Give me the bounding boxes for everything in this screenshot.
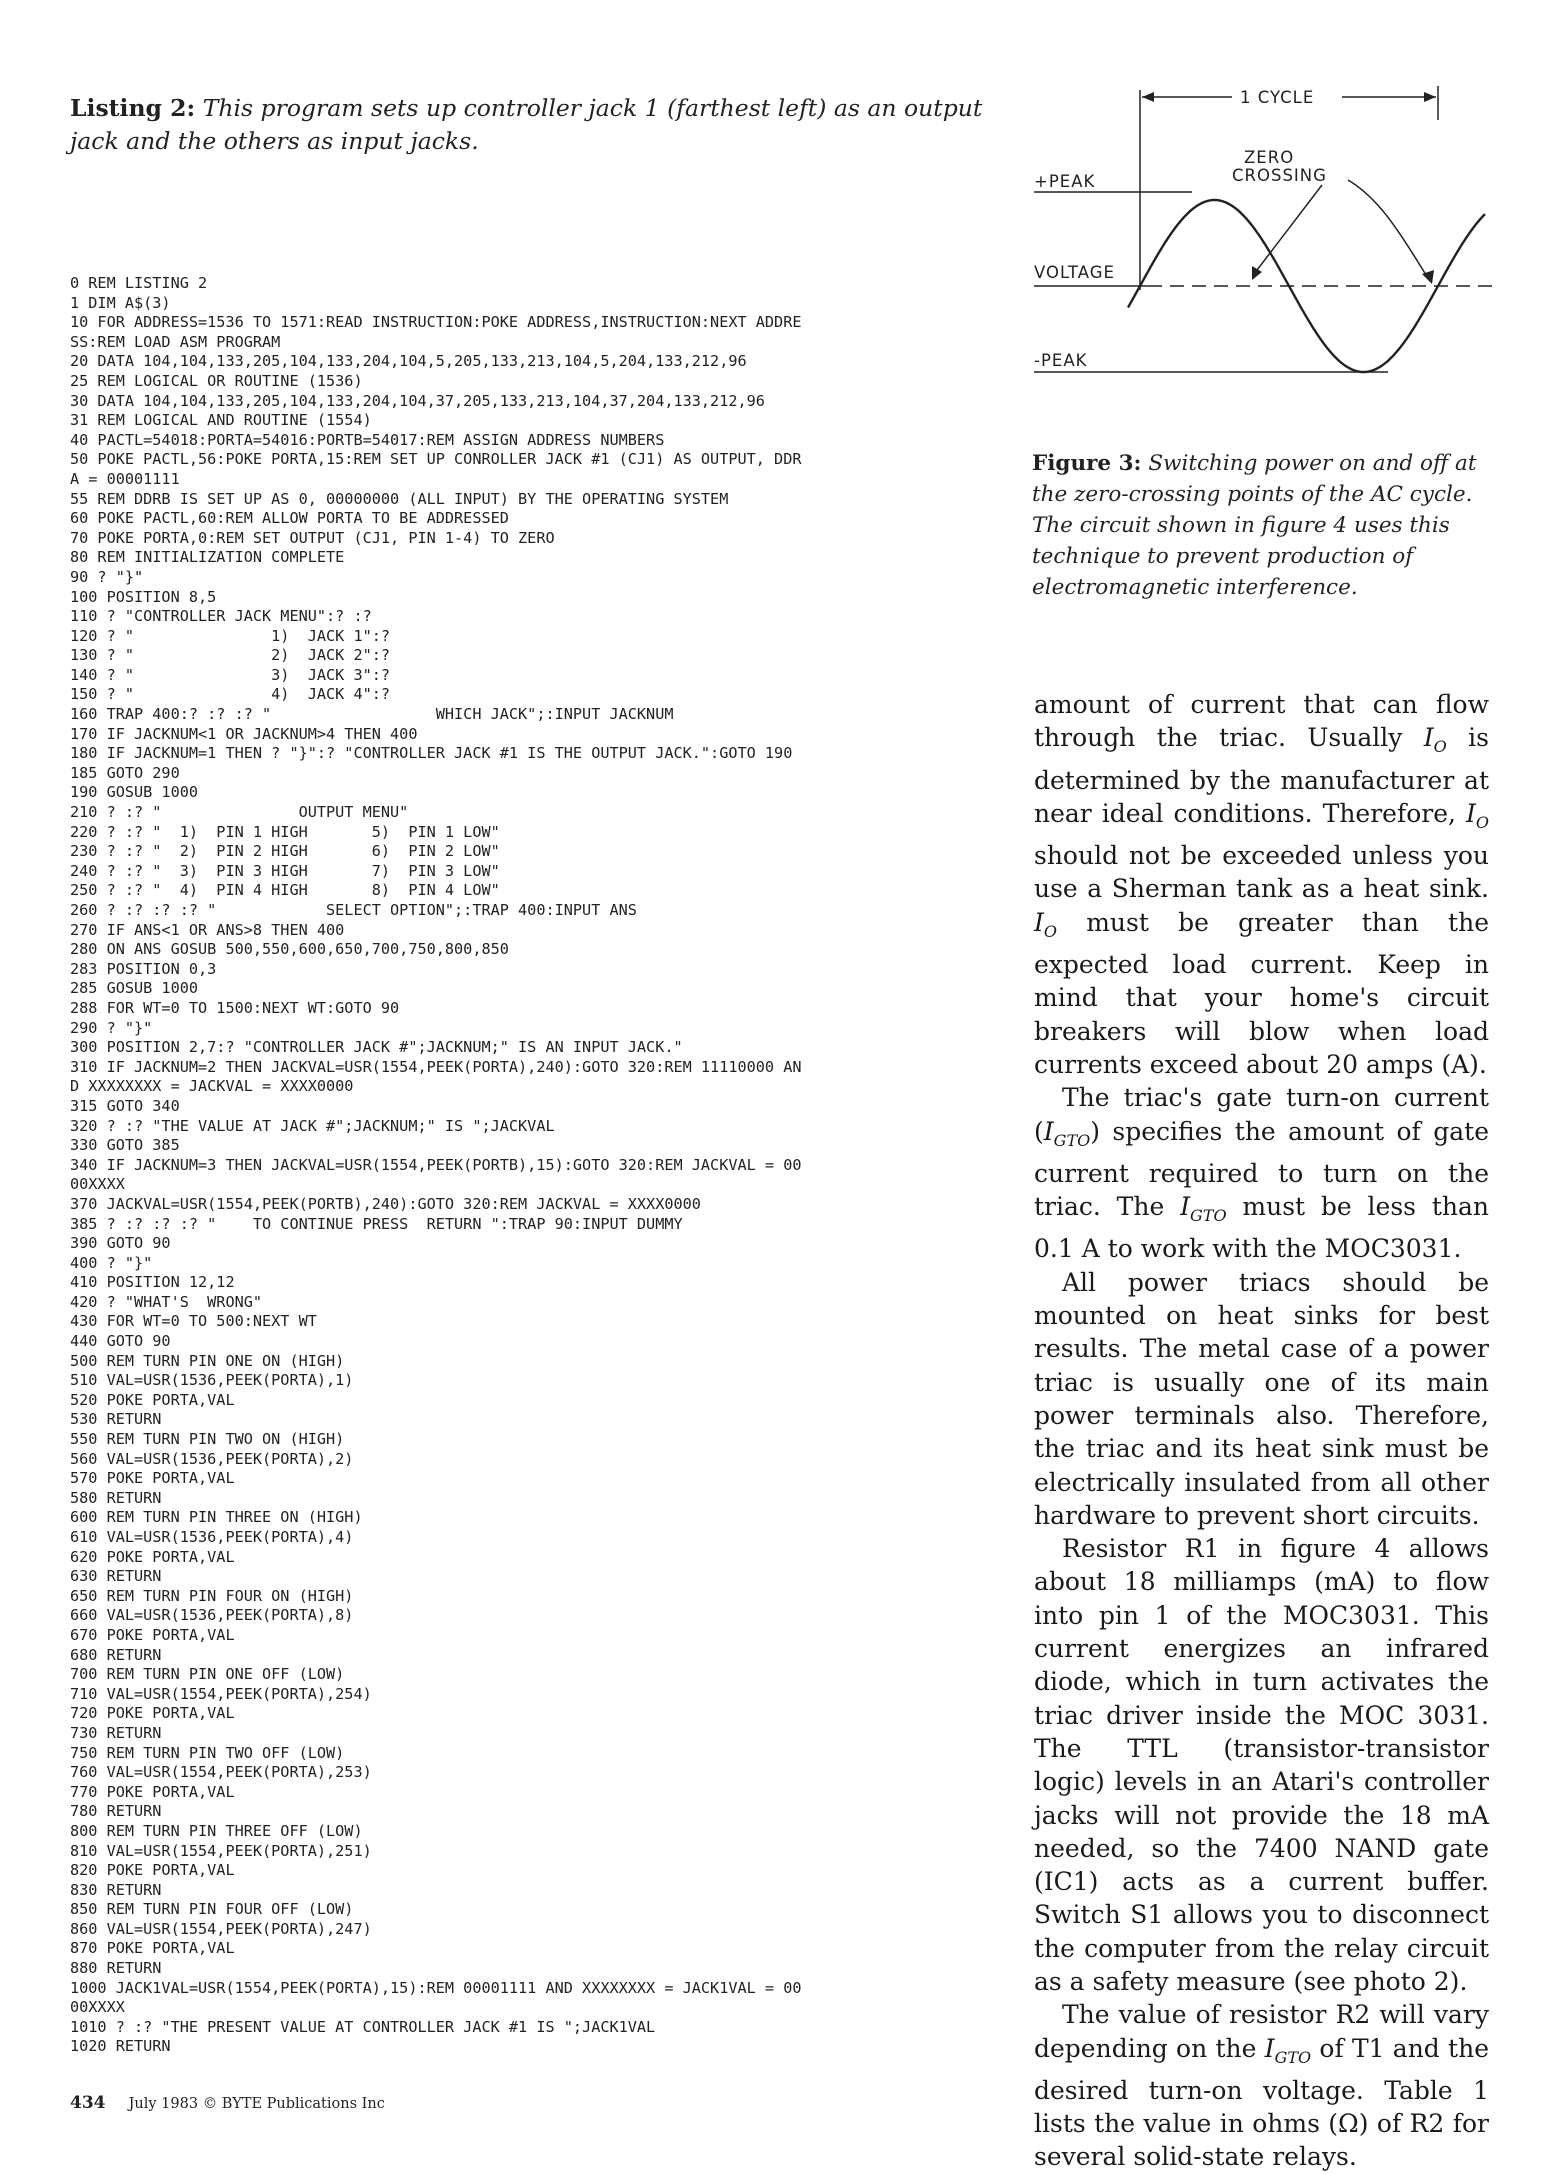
io-sub: O xyxy=(1475,812,1489,832)
p1-text-b: is determined by the manufacturer at near ideal conditions. Therefore, xyxy=(1034,723,1489,828)
code-line: 780 RETURN xyxy=(70,1802,162,1821)
paragraph-4: Resistor R1 in figure 4 allows about 18 milliamps (mA) to flow into pin 1 of the MOC3031. This current energizes an infrared diode, which in turn activates the triac driver inside the MOC 3031. The TTL (transistor-transistor logic) levels in an Atari's controller jacks will not provide the 18 mA needed, so the 7400 NAND gate (IC1) acts as a current buffer. Switch S1 allows you to disconnect the computer from the relay circuit as a safety measure (see photo 2). xyxy=(1034,1534,1489,1996)
code-line: 620 POKE PORTA,VAL xyxy=(70,1547,235,1566)
zero-crossing-label-2: CROSSING xyxy=(1232,166,1327,185)
code-line: A = 00001111 xyxy=(70,469,180,488)
code-line: 1020 RETURN xyxy=(70,2037,171,2056)
igto-i: I xyxy=(1043,1116,1054,1146)
p1-text-a: amount of current that can flow through the triac. Usually xyxy=(1034,690,1489,753)
code-line: 630 RETURN xyxy=(70,1567,162,1586)
p1-text-c: should not be exceeded unless you use a Sherman tank as a heat sink. xyxy=(1034,841,1489,904)
code-line: 70 POKE PORTA,0:REM SET OUTPUT (CJ1, PIN 1-4) TO ZERO xyxy=(70,528,555,547)
code-line: 410 POSITION 12,12 xyxy=(70,1273,235,1292)
publication-line: July 1983 © BYTE Publications Inc xyxy=(128,2096,385,2112)
code-line: 288 FOR WT=0 TO 1500:NEXT WT:GOTO 90 xyxy=(70,998,400,1017)
igto-sub: GTO xyxy=(1274,2047,1312,2067)
p5-text-b: of T1 and the desired turn-on voltage. Table 1 lists the value in ohms (Ω) of R2 for several solid-state relays. xyxy=(1034,2033,1489,2172)
code-line: 230 ? :? " 2) PIN 2 HIGH 6) PIN 2 LOW" xyxy=(70,842,500,861)
code-line: 110 ? "CONTROLLER JACK MENU":? :? xyxy=(70,607,372,626)
code-line: 25 REM LOGICAL OR ROUTINE (1536) xyxy=(70,371,363,390)
code-line: 440 GOTO 90 xyxy=(70,1332,171,1351)
code-line: 720 POKE PORTA,VAL xyxy=(70,1704,235,1723)
igto-symbol xyxy=(1043,1116,1091,1150)
code-line: 800 REM TURN PIN THREE OFF (LOW) xyxy=(70,1821,363,1840)
code-line: 120 ? " 1) JACK 1":? xyxy=(70,626,391,645)
code-line: 30 DATA 104,104,133,205,104,133,204,104,37,205,133,213,104,37,204,133,212,96 xyxy=(70,391,765,410)
code-line: 680 RETURN xyxy=(70,1645,162,1664)
p1-text-d: must be greater than the expected load current. Keep in mind that your home's circuit breakers will blow when load currents exceed about 20 amps (A). xyxy=(1034,907,1489,1079)
code-line: 185 GOTO 290 xyxy=(70,763,180,782)
code-line: 730 RETURN xyxy=(70,1723,162,1742)
code-line: 190 GOSUB 1000 xyxy=(70,783,199,802)
p2-text-c: must be less than 0.1 A to work with the MOC3031. xyxy=(1034,1192,1489,1264)
zero-crossing-label-1: ZERO xyxy=(1244,148,1295,167)
paragraph-2 xyxy=(1034,1081,1489,1265)
code-line: 700 REM TURN PIN ONE OFF (LOW) xyxy=(70,1665,345,1684)
igto-sub: GTO xyxy=(1053,1130,1091,1150)
figure-3-label: Figure 3: xyxy=(1032,451,1142,476)
code-line: 290 ? "}" xyxy=(70,1018,153,1037)
io-symbol xyxy=(1423,723,1447,757)
code-line: 820 POKE PORTA,VAL xyxy=(70,1861,235,1880)
code-line: 600 REM TURN PIN THREE ON (HIGH) xyxy=(70,1508,363,1527)
code-line: 1000 JACK1VAL=USR(1554,PEEK(PORTA),15):REM 00001111 AND XXXXXXXX = JACK1VAL = 00 xyxy=(70,1978,802,1997)
io-symbol xyxy=(1034,907,1058,941)
pointer-line-1 xyxy=(1254,185,1322,274)
code-line: 170 IF JACKNUM<1 OR JACKNUM>4 THEN 400 xyxy=(70,724,418,743)
code-line: 180 IF JACKNUM=1 THEN ? "}":? "CONTROLLER JACK #1 IS THE OUTPUT JACK.":GOTO 190 xyxy=(70,744,793,763)
code-line: 0 REM LISTING 2 xyxy=(70,274,208,292)
code-line: 570 POKE PORTA,VAL xyxy=(70,1469,235,1488)
code-line: 285 GOSUB 1000 xyxy=(70,979,199,998)
code-line: 00XXXX xyxy=(70,1175,125,1194)
code-line: 810 VAL=USR(1554,PEEK(PORTA),251) xyxy=(70,1841,372,1860)
code-line: 300 POSITION 2,7:? "CONTROLLER JACK #";JACKNUM;" IS AN INPUT JACK." xyxy=(70,1038,683,1057)
code-line: 80 REM INITIALIZATION COMPLETE xyxy=(70,548,345,567)
code-line: 320 ? :? "THE VALUE AT JACK #";JACKNUM;" IS ";JACKVAL xyxy=(70,1116,555,1135)
listing-label: Listing 2: xyxy=(70,94,196,122)
sine-wave-diagram xyxy=(1032,80,1502,400)
code-line: 760 VAL=USR(1554,PEEK(PORTA),253) xyxy=(70,1763,372,1782)
code-line: 310 IF JACKNUM=2 THEN JACKVAL=USR(1554,PEEK(PORTA),240):GOTO 320:REM 11110000 AN xyxy=(70,1057,802,1076)
igto-symbol xyxy=(1180,1192,1227,1226)
code-line: 10 FOR ADDRESS=1536 TO 1571:READ INSTRUCTION:POKE ADDRESS,INSTRUCTION:NEXT ADDRE xyxy=(70,313,802,332)
code-line: 340 IF JACKNUM=3 THEN JACKVAL=USR(1554,PEEK(PORTB),15):GOTO 320:REM JACKVAL = 00 xyxy=(70,1155,802,1174)
code-line: 520 POKE PORTA,VAL xyxy=(70,1390,235,1409)
figure-3-caption-text: Switching power on and off at the zero-crossing points of the AC cycle. The circuit shown in figure 4 uses this technique to prevent production of electromagnetic interference. xyxy=(1032,451,1477,600)
io-symbol xyxy=(1465,798,1489,832)
code-line: 283 POSITION 0,3 xyxy=(70,959,217,978)
code-line: 770 POKE PORTA,VAL xyxy=(70,1782,235,1801)
pointer-arrowhead-1 xyxy=(1252,266,1262,280)
arrowhead-left xyxy=(1142,92,1154,102)
code-line: 100 POSITION 8,5 xyxy=(70,587,217,606)
code-line: 830 RETURN xyxy=(70,1880,162,1899)
code-line: 270 IF ANS<1 OR ANS>8 THEN 400 xyxy=(70,920,345,939)
code-line: 60 POKE PACTL,60:REM ALLOW PORTA TO BE ADDRESSED xyxy=(70,509,509,528)
io-sub: O xyxy=(1043,921,1058,941)
code-line: 260 ? :? :? :? " SELECT OPTION";:TRAP 400:INPUT ANS xyxy=(70,901,637,919)
code-line: 20 DATA 104,104,133,205,104,133,204,104,5,205,133,213,104,5,204,133,212,96 xyxy=(70,352,747,371)
code-line: 580 RETURN xyxy=(70,1488,162,1507)
pointer-line-2 xyxy=(1348,180,1428,278)
page-footer xyxy=(70,2093,385,2113)
code-line: 50 POKE PACTL,56:POKE PORTA,15:REM SET UP CONROLLER JACK #1 (CJ1) AS OUTPUT, DDR xyxy=(70,450,802,469)
code-line: 670 POKE PORTA,VAL xyxy=(70,1625,235,1644)
code-line: 550 REM TURN PIN TWO ON (HIGH) xyxy=(70,1430,345,1449)
code-line: 220 ? :? " 1) PIN 1 HIGH 5) PIN 1 LOW" xyxy=(70,822,500,841)
code-line: 530 RETURN xyxy=(70,1410,162,1429)
code-line: 31 REM LOGICAL AND ROUTINE (1554) xyxy=(70,411,372,430)
code-line: 400 ? "}" xyxy=(70,1253,153,1272)
igto-i: I xyxy=(1180,1192,1190,1222)
code-line: D XXXXXXXX = JACKVAL = XXXX0000 xyxy=(70,1077,354,1096)
p2-text-a: The triac's gate turn-on current ( xyxy=(1034,1083,1489,1146)
igto-sub: GTO xyxy=(1189,1206,1227,1226)
p2-text-b: ) specifies the amount of gate current required to turn on the triac. The xyxy=(1034,1116,1489,1222)
io-i: I xyxy=(1465,798,1476,828)
minus-peak-label: -PEAK xyxy=(1034,351,1088,370)
code-line: 210 ? :? " OUTPUT MENU" xyxy=(70,803,409,822)
figure-3-diagram xyxy=(1032,80,1502,400)
code-line: 710 VAL=USR(1554,PEEK(PORTA),254) xyxy=(70,1684,372,1703)
code-line: 850 REM TURN PIN FOUR OFF (LOW) xyxy=(70,1900,354,1919)
paragraph-5 xyxy=(1034,1998,1489,2173)
code-line: 660 VAL=USR(1536,PEEK(PORTA),8) xyxy=(70,1606,354,1625)
code-line: 90 ? "}" xyxy=(70,567,144,586)
code-line: 00XXXX xyxy=(70,1998,125,2017)
code-line: 430 FOR WT=0 TO 500:NEXT WT xyxy=(70,1312,317,1331)
code-line: 130 ? " 2) JACK 2":? xyxy=(70,646,391,665)
code-line: 1 DIM A$(3) xyxy=(70,293,171,312)
code-line: 150 ? " 4) JACK 4":? xyxy=(70,685,391,704)
code-line: 1010 ? :? "THE PRESENT VALUE AT CONTROLLER JACK #1 IS ";JACK1VAL xyxy=(70,2017,656,2036)
code-line: 860 VAL=USR(1554,PEEK(PORTA),247) xyxy=(70,1919,372,1938)
article-body xyxy=(1034,688,1489,2174)
code-line: 420 ? "WHAT'S WRONG" xyxy=(70,1292,263,1311)
code-line: 385 ? :? :? :? " TO CONTINUE PRESS RETURN ":TRAP 90:INPUT DUMMY xyxy=(70,1214,683,1233)
page-number: 434 xyxy=(70,2093,106,2113)
code-line: 500 REM TURN PIN ONE ON (HIGH) xyxy=(70,1351,345,1370)
code-line: 330 GOTO 385 xyxy=(70,1136,180,1155)
igto-symbol xyxy=(1264,2033,1312,2067)
code-line: 650 REM TURN PIN FOUR ON (HIGH) xyxy=(70,1586,354,1605)
paragraph-1 xyxy=(1034,688,1489,1081)
code-line: 140 ? " 3) JACK 3":? xyxy=(70,665,391,684)
code-line: 315 GOTO 340 xyxy=(70,1096,180,1115)
code-line: 870 POKE PORTA,VAL xyxy=(70,1939,235,1958)
code-line: 370 JACKVAL=USR(1554,PEEK(PORTB),240):GOTO 320:REM JACKVAL = XXXX0000 xyxy=(70,1194,701,1213)
code-line: 40 PACTL=54018:PORTA=54016:PORTB=54017:REM ASSIGN ADDRESS NUMBERS xyxy=(70,430,665,449)
code-listing xyxy=(70,274,1020,2057)
code-line: 510 VAL=USR(1536,PEEK(PORTA),1) xyxy=(70,1371,354,1390)
code-line: 55 REM DDRB IS SET UP AS 0, 00000000 (ALL INPUT) BY THE OPERATING SYSTEM xyxy=(70,489,729,508)
listing-caption xyxy=(70,92,1030,158)
code-line: 560 VAL=USR(1536,PEEK(PORTA),2) xyxy=(70,1449,354,1468)
arrowhead-right xyxy=(1424,92,1436,102)
code-line: 280 ON ANS GOSUB 500,550,600,650,700,750,800,850 xyxy=(70,940,509,959)
io-i: I xyxy=(1034,907,1044,937)
cycle-label: 1 CYCLE xyxy=(1240,88,1315,107)
code-line: SS:REM LOAD ASM PROGRAM xyxy=(70,332,281,351)
code-line: 610 VAL=USR(1536,PEEK(PORTA),4) xyxy=(70,1528,354,1546)
io-i: I xyxy=(1423,723,1434,753)
paragraph-3: All power triacs should be mounted on heat sinks for best results. The metal case of a power triac is usually one of its main power terminals also. Therefore, the triac and its heat sink must be electrically insulated from all other hardware to prevent short circuits. xyxy=(1034,1267,1489,1530)
code-line: 880 RETURN xyxy=(70,1959,162,1978)
code-line: 240 ? :? " 3) PIN 3 HIGH 7) PIN 3 LOW" xyxy=(70,861,500,880)
listing-caption-text: This program sets up controller jack 1 (farthest left) as an output jack and the others as input jacks. xyxy=(70,94,983,155)
io-sub: O xyxy=(1433,737,1447,757)
plus-peak-label: +PEAK xyxy=(1034,172,1096,191)
code-line: 390 GOTO 90 xyxy=(70,1234,171,1253)
igto-i: I xyxy=(1264,2033,1275,2063)
code-line: 750 REM TURN PIN TWO OFF (LOW) xyxy=(70,1743,345,1762)
code-line: 160 TRAP 400:? :? :? " WHICH JACK";:INPUT JACKNUM xyxy=(70,705,674,724)
p5-text-a: The value of resistor R2 will vary depending on the xyxy=(1034,2000,1489,2063)
code-line: 250 ? :? " 4) PIN 4 HIGH 8) PIN 4 LOW" xyxy=(70,881,500,900)
figure-3-caption xyxy=(1032,448,1492,603)
voltage-label: VOLTAGE xyxy=(1034,263,1115,282)
